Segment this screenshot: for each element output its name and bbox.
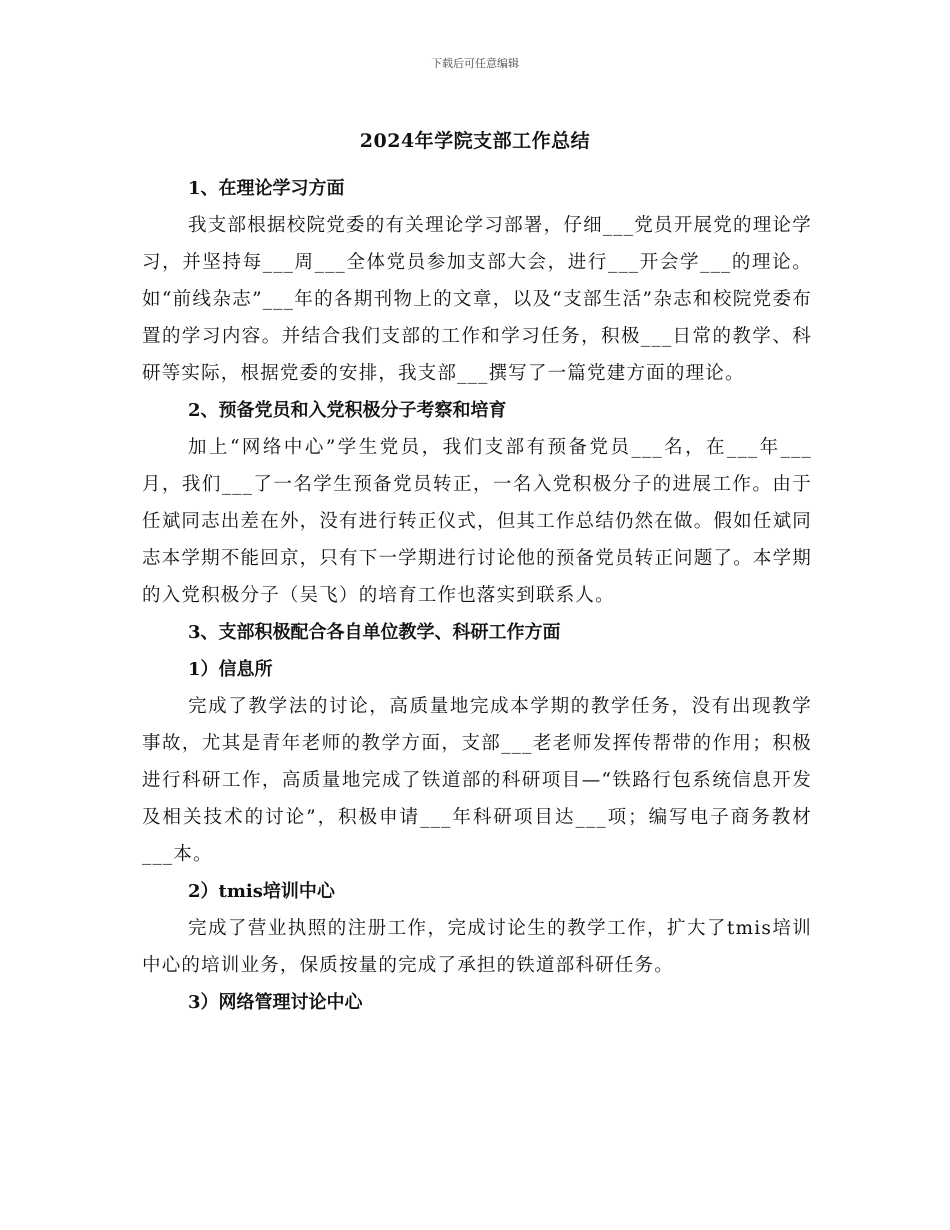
subsection-paragraph-info-institute: 完成了教学法的讨论，高质量地完成本学期的教学任务，没有出现教学事故，尤其是青年老师的教学方面，支部___老老师发挥传帮带的作用；积极进行科研工作，高质量地完成了铁道部的科研项目—“铁路行包系统信息开发及相关技术的讨论”，积极申请___年科研项目达___项；编写电子商务教材___本。 bbox=[142, 696, 812, 865]
subsection-heading-tmis-center: 2）tmis培训中心 bbox=[188, 881, 335, 902]
document-title: 2024年学院支部工作总结 bbox=[359, 130, 591, 152]
document-body bbox=[142, 170, 812, 1021]
section-heading-teaching-research: 3、支部积极配合各自单位教学、科研工作方面 bbox=[188, 622, 561, 643]
section-paragraph-theory-study: 我支部根据校院党委的有关理论学习部署，仔细___党员开展党的理论学习，并坚持每___周___全体党员参加支部大会，进行___开会学___的理论。如“前线杂志”___年的各期刊物上的文章，以及“支部生活”杂志和校院党委布置的学习内容。并结合我们支部的工作和学习任务，积极___日常的教学、科研等实际，根据党委的安排，我支部___撰写了一篇党建方面的理论。 bbox=[142, 215, 812, 384]
section-heading-party-members: 2、预备党员和入党积极分子考察和培育 bbox=[188, 400, 507, 421]
section-heading-theory-study: 1、在理论学习方面 bbox=[188, 178, 345, 199]
subsection-heading-info-institute: 1）信息所 bbox=[188, 659, 273, 680]
subsection-paragraph-tmis-center: 完成了营业执照的注册工作，完成讨论生的教学工作，扩大了tmis培训中心的培训业务，保质按量的完成了承担的铁道部科研任务。 bbox=[142, 918, 812, 976]
page-header-note: 下载后可任意编辑 bbox=[431, 57, 519, 70]
section-paragraph-party-members: 加上“网络中心”学生党员，我们支部有预备党员___名，在___年___月，我们___了一名学生预备党员转正，一名入党积极分子的进展工作。由于任斌同志出差在外，没有进行转正仪式，但其工作总结仍然在做。假如任斌同志本学期不能回京，只有下一学期进行讨论他的预备党员转正问题了。本学期的入党积极分子（吴飞）的培育工作也落实到联系人。 bbox=[142, 437, 812, 606]
subsection-heading-network-center: 3）网络管理讨论中心 bbox=[188, 992, 363, 1013]
